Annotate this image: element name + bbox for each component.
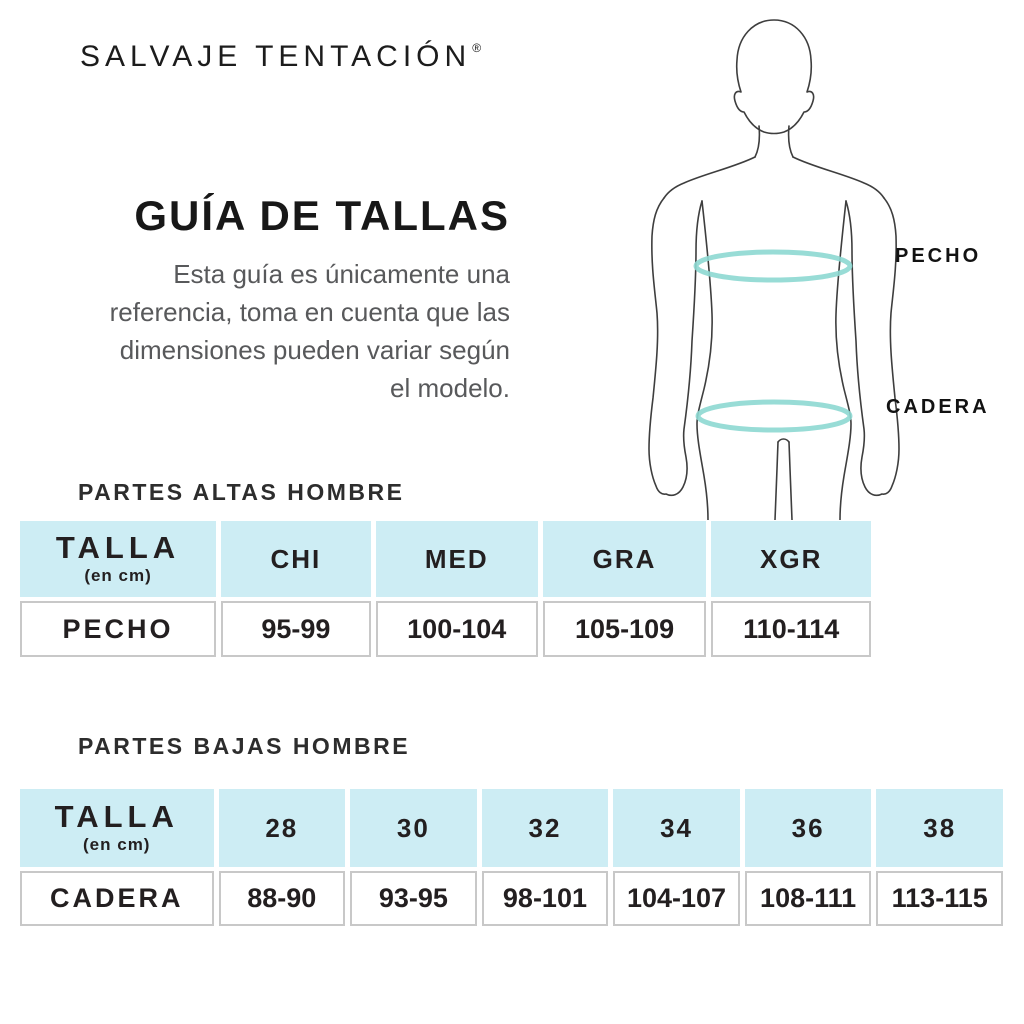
intro-block [50, 192, 510, 407]
measurement-name-cell: CADERA [20, 871, 214, 926]
head-outline [734, 20, 813, 134]
chest-label: PECHO [895, 245, 982, 267]
right-torso-leg-outline [836, 201, 851, 520]
size-header-cell: MED [376, 521, 538, 597]
size-header-cell: CHI [221, 521, 371, 597]
size-header-cell: GRA [543, 521, 707, 597]
talla-header-cell [20, 789, 214, 867]
hip-measure-ring [698, 402, 850, 430]
size-header-cell: 38 [876, 789, 1003, 867]
inner-leg-line [775, 442, 778, 520]
size-header-cell: 34 [613, 789, 740, 867]
hip-label: CADERA [886, 396, 990, 418]
section-title-bottoms: PARTES BAJAS HOMBRE [78, 733, 411, 759]
measurement-value-cell: 100-104 [376, 601, 538, 657]
shoulder-outline [793, 157, 884, 198]
section-title-tops: PARTES ALTAS HOMBRE [78, 479, 405, 505]
chest-measure-ring [696, 252, 850, 280]
tops-data-row [20, 601, 871, 657]
registered-trademark-icon: ® [472, 41, 482, 55]
measurement-value-cell: 105-109 [543, 601, 707, 657]
measurement-value-cell: 113-115 [876, 871, 1003, 926]
measurement-value-cell: 108-111 [745, 871, 872, 926]
inner-leg-line [789, 442, 792, 520]
page-title: GUÍA DE TALLAS [134, 192, 510, 239]
crotch-line [778, 439, 789, 442]
measurement-value-cell: 98-101 [482, 871, 609, 926]
neck-outline [789, 126, 793, 157]
shoulder-outline [664, 157, 755, 198]
intro-description [50, 255, 510, 407]
measurement-name-cell: PECHO [20, 601, 216, 657]
intro-line: el modelo. [390, 373, 510, 403]
size-header-cell: XGR [711, 521, 871, 597]
brand-name: SALVAJE TENTACIÓN [80, 40, 472, 73]
talla-label: TALLA [54, 799, 179, 834]
size-header-cell: 30 [350, 789, 477, 867]
right-arm-outline [846, 198, 899, 495]
intro-line: dimensiones pueden variar según [119, 335, 510, 365]
unit-label: (en cm) [83, 835, 151, 854]
unit-label: (en cm) [84, 566, 152, 585]
tops-size-table [15, 517, 876, 661]
bottoms-header-row [20, 789, 1003, 867]
measurement-value-cell: 110-114 [711, 601, 871, 657]
brand-logo [80, 40, 481, 74]
talla-header-cell [20, 521, 216, 597]
measurement-value-cell: 88-90 [219, 871, 346, 926]
measurement-value-cell: 104-107 [613, 871, 740, 926]
bottoms-size-table [15, 785, 1008, 930]
left-arm-outline [649, 198, 702, 495]
measurement-value-cell: 93-95 [350, 871, 477, 926]
tops-header-row [20, 521, 871, 597]
intro-line: referencia, toma en cuenta que las [109, 297, 510, 327]
intro-line: Esta guía es únicamente una [173, 259, 510, 289]
left-torso-leg-outline [697, 201, 712, 520]
talla-label: TALLA [55, 530, 181, 565]
neck-outline [755, 126, 759, 157]
bottoms-data-row [20, 871, 1003, 926]
size-header-cell: 36 [745, 789, 872, 867]
size-header-cell: 32 [482, 789, 609, 867]
size-header-cell: 28 [219, 789, 346, 867]
measurement-value-cell: 95-99 [221, 601, 371, 657]
